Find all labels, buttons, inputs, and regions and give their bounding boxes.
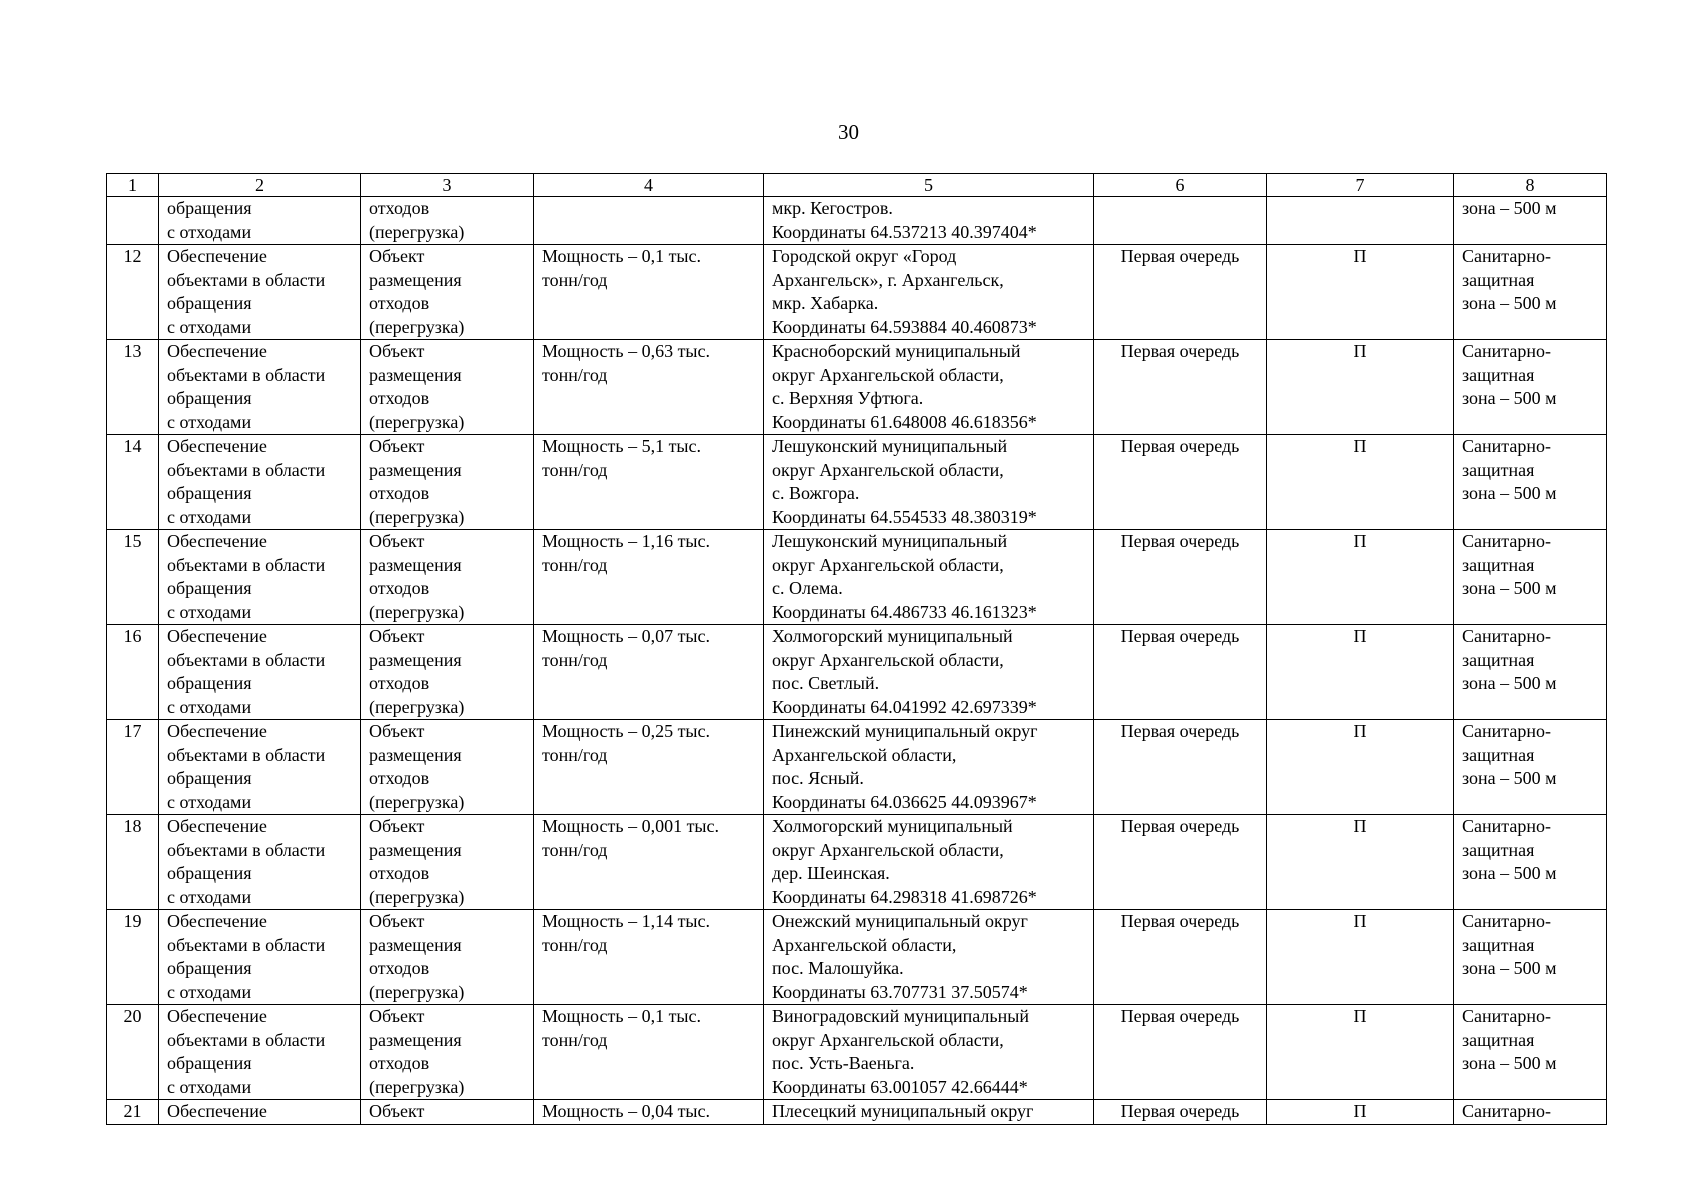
type-cell: П xyxy=(1267,815,1454,910)
capacity-cell: Мощность – 0,1 тыс. тонн/год xyxy=(534,245,764,340)
type-cell: П xyxy=(1267,340,1454,435)
object-cell: Объект размещения отходов (перегрузка) xyxy=(361,245,534,340)
row-number-cell: 14 xyxy=(107,435,159,530)
row-number-cell: 20 xyxy=(107,1005,159,1100)
order-cell: Первая очередь xyxy=(1094,340,1267,435)
capacity-cell: Мощность – 0,25 тыс. тонн/год xyxy=(534,720,764,815)
order-cell: Первая очередь xyxy=(1094,1005,1267,1100)
column-number-cell: 2 xyxy=(159,174,361,197)
zone-cell: Санитарно- xyxy=(1454,1100,1607,1125)
capacity-cell: Мощность – 1,16 тыс. тонн/год xyxy=(534,530,764,625)
objects-table xyxy=(106,173,1607,1125)
type-cell xyxy=(1267,197,1454,245)
row-number-cell: 16 xyxy=(107,625,159,720)
object-cell: Объект размещения отходов (перегрузка) xyxy=(361,1005,534,1100)
row-number-cell: 21 xyxy=(107,1100,159,1125)
location-cell: Холмогорский муниципальный округ Архангельской области, дер. Шеинская. Координаты 64.298318 41.698726* xyxy=(764,815,1094,910)
column-number-cell: 3 xyxy=(361,174,534,197)
column-number-cell: 1 xyxy=(107,174,159,197)
order-cell xyxy=(1094,197,1267,245)
column-number-cell: 6 xyxy=(1094,174,1267,197)
purpose-cell: Обеспечение объектами в области обращения с отходами xyxy=(159,530,361,625)
row-number-cell: 17 xyxy=(107,720,159,815)
location-cell: Виноградовский муниципальный округ Архангельской области, пос. Усть-Ваеньга. Координаты 63.001057 42.66444* xyxy=(764,1005,1094,1100)
capacity-cell: Мощность – 0,04 тыс. xyxy=(534,1100,764,1125)
capacity-cell xyxy=(534,197,764,245)
capacity-cell: Мощность – 0,1 тыс. тонн/год xyxy=(534,1005,764,1100)
row-number-cell: 19 xyxy=(107,910,159,1005)
table-row xyxy=(107,530,1607,625)
purpose-cell: обращения с отходами xyxy=(159,197,361,245)
object-cell: Объект xyxy=(361,1100,534,1125)
purpose-cell: Обеспечение объектами в области обращения с отходами xyxy=(159,245,361,340)
order-cell: Первая очередь xyxy=(1094,910,1267,1005)
location-cell: Холмогорский муниципальный округ Архангельской области, пос. Светлый. Координаты 64.041992 42.697339* xyxy=(764,625,1094,720)
row-number-cell: 18 xyxy=(107,815,159,910)
purpose-cell: Обеспечение объектами в области обращения с отходами xyxy=(159,720,361,815)
page-number: 30 xyxy=(838,120,859,144)
order-cell: Первая очередь xyxy=(1094,625,1267,720)
column-number-cell: 8 xyxy=(1454,174,1607,197)
table-row xyxy=(107,1100,1607,1125)
table-row xyxy=(107,720,1607,815)
table-row xyxy=(107,625,1607,720)
purpose-cell: Обеспечение объектами в области обращения с отходами xyxy=(159,435,361,530)
order-cell: Первая очередь xyxy=(1094,245,1267,340)
purpose-cell: Обеспечение объектами в области обращения с отходами xyxy=(159,815,361,910)
table-row xyxy=(107,245,1607,340)
location-cell: Плесецкий муниципальный округ xyxy=(764,1100,1094,1125)
zone-cell: зона – 500 м xyxy=(1454,197,1607,245)
object-cell: Объект размещения отходов (перегрузка) xyxy=(361,815,534,910)
zone-cell: Санитарно- защитная зона – 500 м xyxy=(1454,910,1607,1005)
location-cell: Лешуконский муниципальный округ Архангельской области, с. Вожгора. Координаты 64.554533 48.380319* xyxy=(764,435,1094,530)
capacity-cell: Мощность – 0,63 тыс. тонн/год xyxy=(534,340,764,435)
type-cell: П xyxy=(1267,245,1454,340)
type-cell: П xyxy=(1267,625,1454,720)
zone-cell: Санитарно- защитная зона – 500 м xyxy=(1454,530,1607,625)
order-cell: Первая очередь xyxy=(1094,530,1267,625)
capacity-cell: Мощность – 0,07 тыс. тонн/год xyxy=(534,625,764,720)
order-cell: Первая очередь xyxy=(1094,1100,1267,1125)
type-cell: П xyxy=(1267,720,1454,815)
capacity-cell: Мощность – 1,14 тыс. тонн/год xyxy=(534,910,764,1005)
column-number-cell: 5 xyxy=(764,174,1094,197)
table-row xyxy=(107,1005,1607,1100)
order-cell: Первая очередь xyxy=(1094,720,1267,815)
row-number-cell: 15 xyxy=(107,530,159,625)
table-row xyxy=(107,197,1607,245)
type-cell: П xyxy=(1267,530,1454,625)
row-number-cell: 13 xyxy=(107,340,159,435)
location-cell: Пинежский муниципальный округ Архангельской области, пос. Ясный. Координаты 64.036625 44.093967* xyxy=(764,720,1094,815)
location-cell: мкр. Кегостров. Координаты 64.537213 40.397404* xyxy=(764,197,1094,245)
order-cell: Первая очередь xyxy=(1094,435,1267,530)
location-cell: Красноборский муниципальный округ Архангельской области, с. Верхняя Уфтюга. Координаты 61.648008 46.618356* xyxy=(764,340,1094,435)
column-number-cell: 4 xyxy=(534,174,764,197)
table-row xyxy=(107,910,1607,1005)
type-cell: П xyxy=(1267,1005,1454,1100)
type-cell: П xyxy=(1267,435,1454,530)
object-cell: Объект размещения отходов (перегрузка) xyxy=(361,530,534,625)
column-number-row xyxy=(107,174,1607,197)
capacity-cell: Мощность – 0,001 тыс. тонн/год xyxy=(534,815,764,910)
zone-cell: Санитарно- защитная зона – 500 м xyxy=(1454,245,1607,340)
type-cell: П xyxy=(1267,910,1454,1005)
object-cell: Объект размещения отходов (перегрузка) xyxy=(361,720,534,815)
location-cell: Онежский муниципальный округ Архангельской области, пос. Малошуйка. Координаты 63.707731 37.50574* xyxy=(764,910,1094,1005)
table-row xyxy=(107,815,1607,910)
object-cell: Объект размещения отходов (перегрузка) xyxy=(361,910,534,1005)
table-row xyxy=(107,435,1607,530)
row-number-cell xyxy=(107,197,159,245)
capacity-cell: Мощность – 5,1 тыс. тонн/год xyxy=(534,435,764,530)
purpose-cell: Обеспечение объектами в области обращения с отходами xyxy=(159,340,361,435)
location-cell: Лешуконский муниципальный округ Архангельской области, с. Олема. Координаты 64.486733 46.161323* xyxy=(764,530,1094,625)
row-number-cell: 12 xyxy=(107,245,159,340)
zone-cell: Санитарно- защитная зона – 500 м xyxy=(1454,435,1607,530)
object-cell: Объект размещения отходов (перегрузка) xyxy=(361,340,534,435)
purpose-cell: Обеспечение объектами в области обращения с отходами xyxy=(159,625,361,720)
purpose-cell: Обеспечение xyxy=(159,1100,361,1125)
order-cell: Первая очередь xyxy=(1094,815,1267,910)
object-cell: Объект размещения отходов (перегрузка) xyxy=(361,625,534,720)
object-cell: Объект размещения отходов (перегрузка) xyxy=(361,435,534,530)
object-cell: отходов (перегрузка) xyxy=(361,197,534,245)
location-cell: Городской округ «Город Архангельск», г. Архангельск, мкр. Хабарка. Координаты 64.593884 40.460873* xyxy=(764,245,1094,340)
purpose-cell: Обеспечение объектами в области обращения с отходами xyxy=(159,1005,361,1100)
table-row xyxy=(107,340,1607,435)
zone-cell: Санитарно- защитная зона – 500 м xyxy=(1454,1005,1607,1100)
zone-cell: Санитарно- защитная зона – 500 м xyxy=(1454,625,1607,720)
zone-cell: Санитарно- защитная зона – 500 м xyxy=(1454,815,1607,910)
column-number-cell: 7 xyxy=(1267,174,1454,197)
zone-cell: Санитарно- защитная зона – 500 м xyxy=(1454,340,1607,435)
type-cell: П xyxy=(1267,1100,1454,1125)
purpose-cell: Обеспечение объектами в области обращения с отходами xyxy=(159,910,361,1005)
zone-cell: Санитарно- защитная зона – 500 м xyxy=(1454,720,1607,815)
